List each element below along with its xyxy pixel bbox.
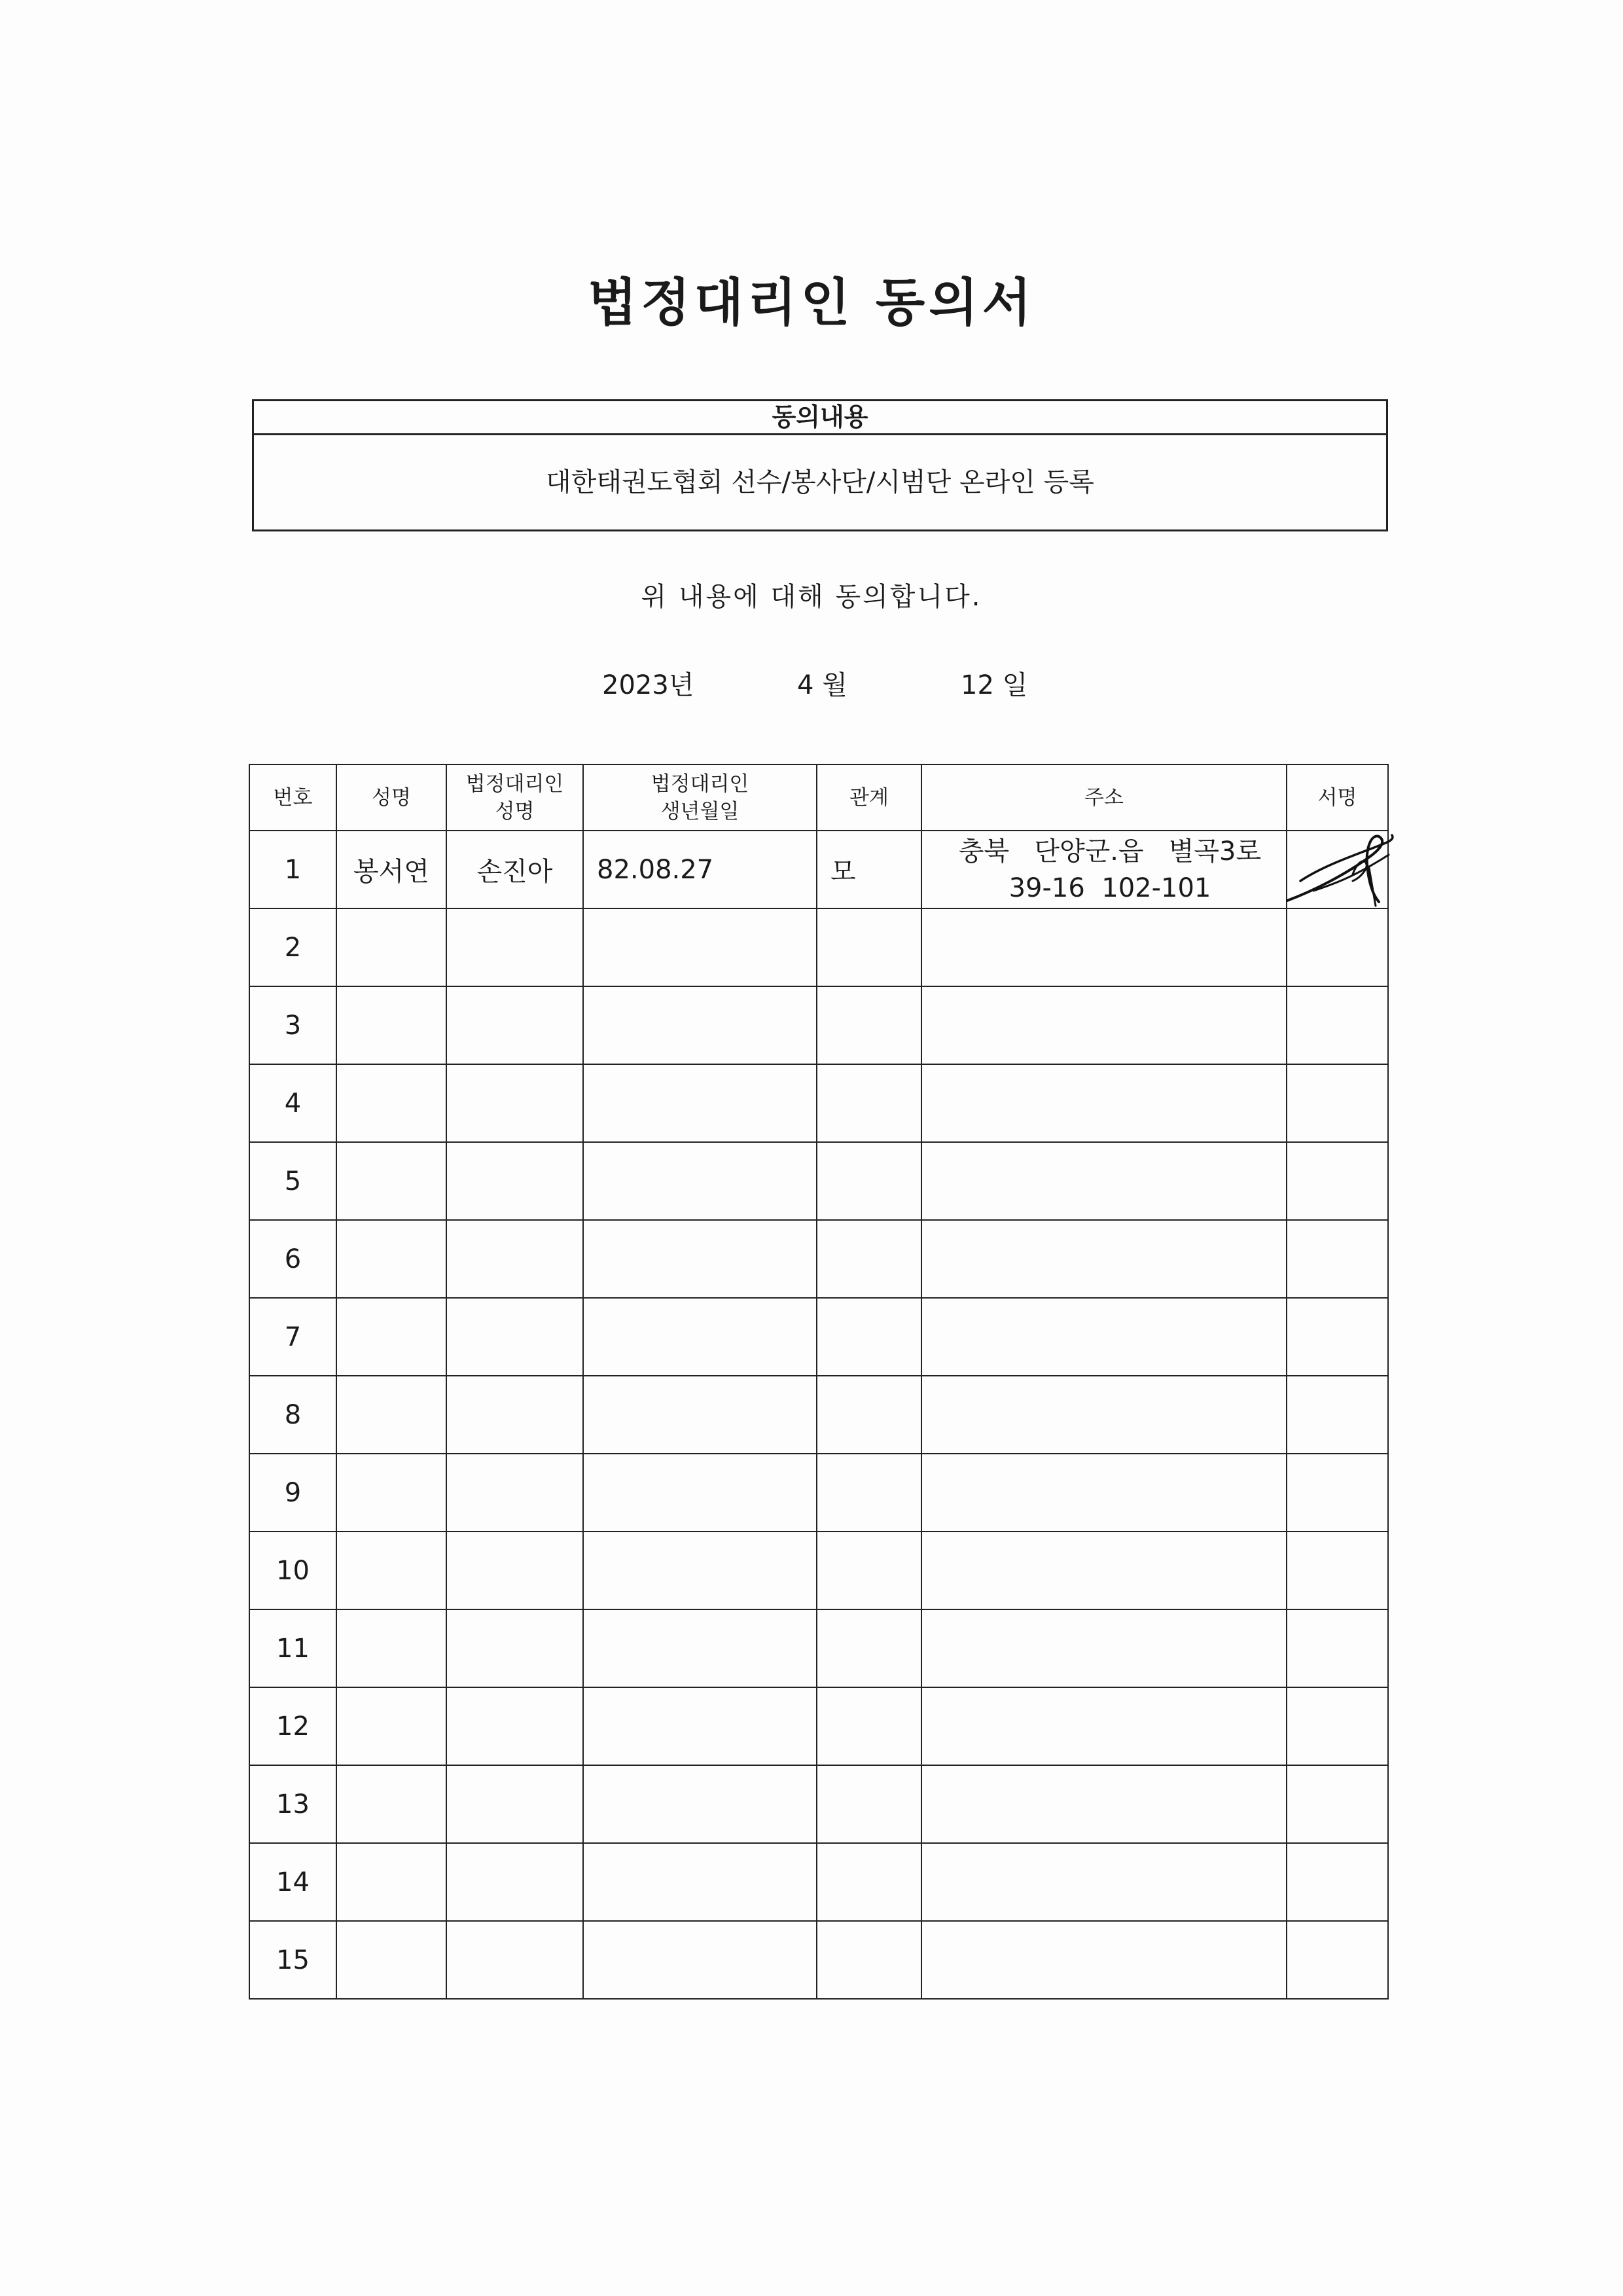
cell-name bbox=[336, 986, 446, 1064]
cell-signature bbox=[1287, 1142, 1388, 1220]
cell-signature bbox=[1287, 1376, 1388, 1454]
cell-rep-birth bbox=[583, 1687, 817, 1765]
cell-address bbox=[921, 1220, 1287, 1298]
table-row bbox=[249, 1921, 1388, 1999]
cell-relation bbox=[817, 1921, 921, 1999]
cell-relation bbox=[817, 1843, 921, 1921]
cell-rep-birth bbox=[583, 1454, 817, 1532]
header-rep-name-line2: 성명 bbox=[495, 799, 535, 823]
consent-box bbox=[252, 399, 1388, 531]
cell-relation bbox=[817, 1376, 921, 1454]
cell-relation bbox=[817, 1142, 921, 1220]
cell-address bbox=[921, 1142, 1287, 1220]
cell-rep-name bbox=[446, 1765, 583, 1843]
cell-rep-name bbox=[446, 1376, 583, 1454]
cell-relation bbox=[817, 908, 921, 986]
consent-content: 대한태권도협회 선수/봉사단/시범단 온라인 등록 bbox=[546, 467, 1094, 497]
handwritten-signature bbox=[1274, 829, 1399, 914]
cell-relation: 모 bbox=[817, 831, 921, 908]
cell-rep-name: 손진아 bbox=[446, 831, 583, 908]
cell-address bbox=[921, 1532, 1287, 1609]
cell-no: 3 bbox=[249, 986, 336, 1064]
cell-address bbox=[921, 1298, 1287, 1376]
cell-rep-name bbox=[446, 1921, 583, 1999]
cell-no: 9 bbox=[249, 1454, 336, 1532]
cell-name bbox=[336, 1454, 446, 1532]
cell-address bbox=[921, 1609, 1287, 1687]
cell-signature bbox=[1287, 1220, 1388, 1298]
cell-address bbox=[921, 908, 1287, 986]
cell-no: 5 bbox=[249, 1142, 336, 1220]
cell-rep-birth: 82.08.27 bbox=[583, 831, 817, 908]
cell-rep-name bbox=[446, 1843, 583, 1921]
cell-rep-birth bbox=[583, 1765, 817, 1843]
header-signature: 서명 bbox=[1287, 764, 1388, 831]
cell-address bbox=[921, 1454, 1287, 1532]
table-row bbox=[249, 1298, 1388, 1376]
representative-table bbox=[249, 764, 1389, 2000]
header-name: 성명 bbox=[336, 764, 446, 831]
cell-no: 6 bbox=[249, 1220, 336, 1298]
table-header-row bbox=[249, 764, 1388, 831]
cell-signature bbox=[1287, 986, 1388, 1064]
address-line2: 39-16 102-101 bbox=[1008, 872, 1211, 903]
cell-name: 봉서연 bbox=[336, 831, 446, 908]
cell-name bbox=[336, 1376, 446, 1454]
cell-rep-birth bbox=[583, 986, 817, 1064]
header-rep-birth-line1: 법정대리인 bbox=[651, 772, 749, 796]
cell-rep-birth bbox=[583, 1609, 817, 1687]
cell-name bbox=[336, 1765, 446, 1843]
cell-address bbox=[921, 1765, 1287, 1843]
cell-rep-name bbox=[446, 1298, 583, 1376]
cell-relation bbox=[817, 1765, 921, 1843]
cell-rep-name bbox=[446, 1064, 583, 1142]
header-rep-name bbox=[446, 764, 583, 831]
cell-name bbox=[336, 1298, 446, 1376]
table-row bbox=[249, 908, 1388, 986]
cell-no: 2 bbox=[249, 908, 336, 986]
cell-address bbox=[921, 1376, 1287, 1454]
table-row bbox=[249, 1454, 1388, 1532]
table-row bbox=[249, 1142, 1388, 1220]
consent-heading: 동의내용 bbox=[254, 401, 1386, 435]
table-row bbox=[249, 831, 1388, 908]
date-day: 12 일 bbox=[961, 670, 1028, 700]
table-row bbox=[249, 1532, 1388, 1609]
cell-no: 4 bbox=[249, 1064, 336, 1142]
header-relation: 관계 bbox=[817, 764, 921, 831]
cell-relation bbox=[817, 1298, 921, 1376]
cell-name bbox=[336, 1532, 446, 1609]
cell-relation bbox=[817, 986, 921, 1064]
cell-address bbox=[921, 1921, 1287, 1999]
table-row bbox=[249, 1376, 1388, 1454]
header-rep-birth-line2: 생년월일 bbox=[660, 799, 740, 823]
cell-no: 12 bbox=[249, 1687, 336, 1765]
cell-address bbox=[921, 986, 1287, 1064]
cell-no: 1 bbox=[249, 831, 336, 908]
header-no: 번호 bbox=[249, 764, 336, 831]
cell-rep-name bbox=[446, 1687, 583, 1765]
cell-name bbox=[336, 1843, 446, 1921]
cell-relation bbox=[817, 1220, 921, 1298]
cell-signature bbox=[1287, 1064, 1388, 1142]
date-month: 4 월 bbox=[797, 670, 847, 700]
cell-name bbox=[336, 908, 446, 986]
cell-rep-birth bbox=[583, 1220, 817, 1298]
cell-rep-birth bbox=[583, 1376, 817, 1454]
cell-rep-name bbox=[446, 986, 583, 1064]
address-line1: 충북 단양군.읍 별곡3로 bbox=[958, 836, 1262, 867]
cell-rep-birth bbox=[583, 1064, 817, 1142]
cell-rep-birth bbox=[583, 1298, 817, 1376]
page-title: 법정대리인 동의서 bbox=[588, 274, 1035, 332]
cell-relation bbox=[817, 1532, 921, 1609]
cell-rep-name bbox=[446, 1609, 583, 1687]
table-row bbox=[249, 1220, 1388, 1298]
table-row bbox=[249, 986, 1388, 1064]
table-row bbox=[249, 1765, 1388, 1843]
cell-rep-name bbox=[446, 908, 583, 986]
cell-signature bbox=[1287, 1532, 1388, 1609]
cell-name bbox=[336, 1220, 446, 1298]
cell-address bbox=[921, 1843, 1287, 1921]
cell-signature bbox=[1287, 1687, 1388, 1765]
cell-signature bbox=[1287, 1921, 1388, 1999]
cell-signature bbox=[1287, 1609, 1388, 1687]
table-row bbox=[249, 1064, 1388, 1142]
cell-relation bbox=[817, 1064, 921, 1142]
cell-rep-name bbox=[446, 1220, 583, 1298]
cell-name bbox=[336, 1687, 446, 1765]
date-year: 2023년 bbox=[602, 670, 694, 700]
cell-rep-birth bbox=[583, 1921, 817, 1999]
cell-relation bbox=[817, 1454, 921, 1532]
cell-no: 11 bbox=[249, 1609, 336, 1687]
cell-signature bbox=[1287, 1843, 1388, 1921]
cell-signature bbox=[1287, 908, 1388, 986]
cell-no: 13 bbox=[249, 1765, 336, 1843]
cell-signature bbox=[1287, 831, 1388, 908]
cell-address bbox=[921, 1064, 1287, 1142]
header-rep-name-line1: 법정대리인 bbox=[465, 772, 564, 796]
cell-rep-birth bbox=[583, 1532, 817, 1609]
header-address: 주소 bbox=[921, 764, 1287, 831]
table-row bbox=[249, 1687, 1388, 1765]
cell-rep-name bbox=[446, 1532, 583, 1609]
cell-signature bbox=[1287, 1765, 1388, 1843]
cell-rep-name bbox=[446, 1142, 583, 1220]
cell-rep-birth bbox=[583, 1142, 817, 1220]
cell-address bbox=[921, 1687, 1287, 1765]
cell-no: 8 bbox=[249, 1376, 336, 1454]
cell-relation bbox=[817, 1687, 921, 1765]
cell-no: 7 bbox=[249, 1298, 336, 1376]
cell-address bbox=[921, 831, 1287, 908]
cell-no: 10 bbox=[249, 1532, 336, 1609]
cell-rep-birth bbox=[583, 1843, 817, 1921]
header-rep-birth bbox=[583, 764, 817, 831]
table-row bbox=[249, 1609, 1388, 1687]
table-row bbox=[249, 1843, 1388, 1921]
cell-signature bbox=[1287, 1454, 1388, 1532]
cell-signature bbox=[1287, 1298, 1388, 1376]
cell-name bbox=[336, 1064, 446, 1142]
cell-rep-name bbox=[446, 1454, 583, 1532]
cell-name bbox=[336, 1609, 446, 1687]
cell-name bbox=[336, 1142, 446, 1220]
cell-name bbox=[336, 1921, 446, 1999]
cell-relation bbox=[817, 1609, 921, 1687]
cell-no: 15 bbox=[249, 1921, 336, 1999]
agree-statement: 위 내용에 대해 동의합니다. bbox=[641, 582, 982, 612]
cell-no: 14 bbox=[249, 1843, 336, 1921]
cell-rep-birth bbox=[583, 908, 817, 986]
